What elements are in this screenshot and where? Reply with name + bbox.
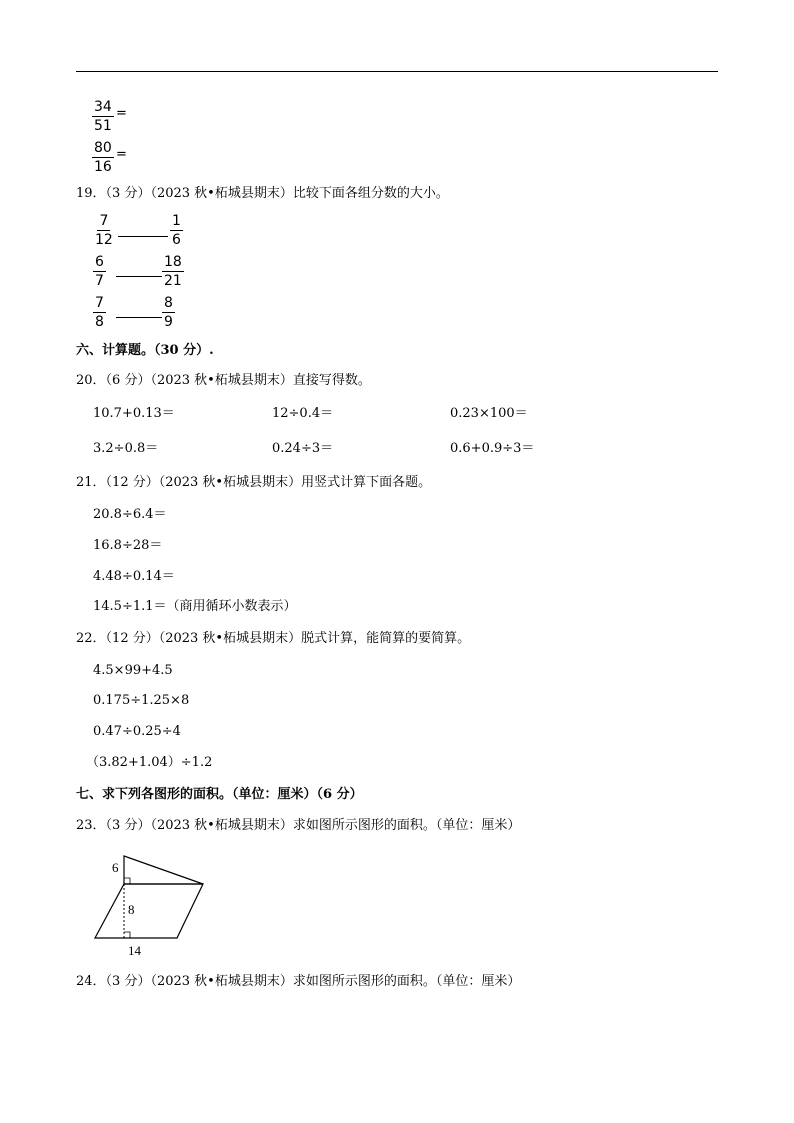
figure-trapezoid-triangle [80,846,220,962]
question-24-title: 24．（3 分）（2023 秋•柘城县期末）求如图所示图形的面积。（单位：厘米） [76,974,521,989]
label-bottom: 14 [128,943,141,958]
step-calc-item: （3.82+1.04）÷1.2 [86,755,213,770]
fraction-80-16: $\frac{80}{16}$ [94,140,112,175]
vertical-calc-item: 14.5÷1.1＝（商用循环小数表示） [93,599,297,614]
fraction-a: $\frac{6}{7}$ [95,254,104,289]
label-top: 6 [112,860,119,875]
vertical-calc-item: 4.48÷0.14＝ [93,569,175,584]
equals-sign: = [116,147,127,162]
question-23-title: 23．（3 分）（2023 秋•柘城县期末）求如图所示图形的面积。（单位：厘米） [76,818,521,833]
calc-item: 12÷0.4＝ [272,406,334,421]
fraction-b: $\frac{18}{21}$ [164,254,182,289]
answer-blank[interactable] [116,276,162,277]
calc-item: 10.7+0.13＝ [93,406,175,421]
fraction-34-51: $\frac{34}{51}$ [94,99,112,134]
step-calc-item: 0.47÷0.25÷4 [93,724,181,739]
step-calc-item: 4.5×99+4.5 [93,663,173,678]
step-calc-item: 0.175÷1.25×8 [93,693,190,708]
answer-blank[interactable] [116,317,162,318]
section-7-heading: 七、求下列各图形的面积。（单位：厘米）（6 分） [76,787,363,802]
calc-item: 0.24÷3＝ [272,441,334,456]
header-rule [76,71,718,72]
label-mid: 8 [128,902,135,917]
answer-blank[interactable] [118,236,168,237]
right-angle-mark [124,932,130,938]
calc-item: 3.2÷0.8＝ [93,441,159,456]
fraction-a: $\frac{7}{12}$ [95,213,113,248]
fraction-b: $\frac{8}{9}$ [164,295,173,330]
question-20-title: 20．（6 分）（2023 秋•柘城县期末）直接写得数。 [76,373,371,388]
fraction-a: $\frac{7}{8}$ [95,295,104,330]
vertical-calc-item: 20.8÷6.4＝ [93,507,167,522]
equals-sign: = [116,106,127,121]
calc-item: 0.6+0.9÷3＝ [450,441,535,456]
question-22-title: 22．（12 分）（2023 秋•柘城县期末）脱式计算，能简算的要简算。 [76,631,471,646]
right-angle-mark [124,878,130,884]
fraction-b: $\frac{1}{6}$ [172,213,181,248]
question-21-title: 21．（12 分）（2023 秋•柘城县期末）用竖式计算下面各题。 [76,475,432,490]
vertical-calc-item: 16.8÷28＝ [93,538,163,553]
triangle-shape [124,856,203,884]
question-19-title: 19．（3 分）（2023 秋•柘城县期末）比较下面各组分数的大小。 [76,186,449,201]
section-6-heading: 六、计算题。（30 分）. [76,343,214,358]
parallelogram-shape [95,884,203,938]
calc-item: 0.23×100＝ [450,406,528,421]
